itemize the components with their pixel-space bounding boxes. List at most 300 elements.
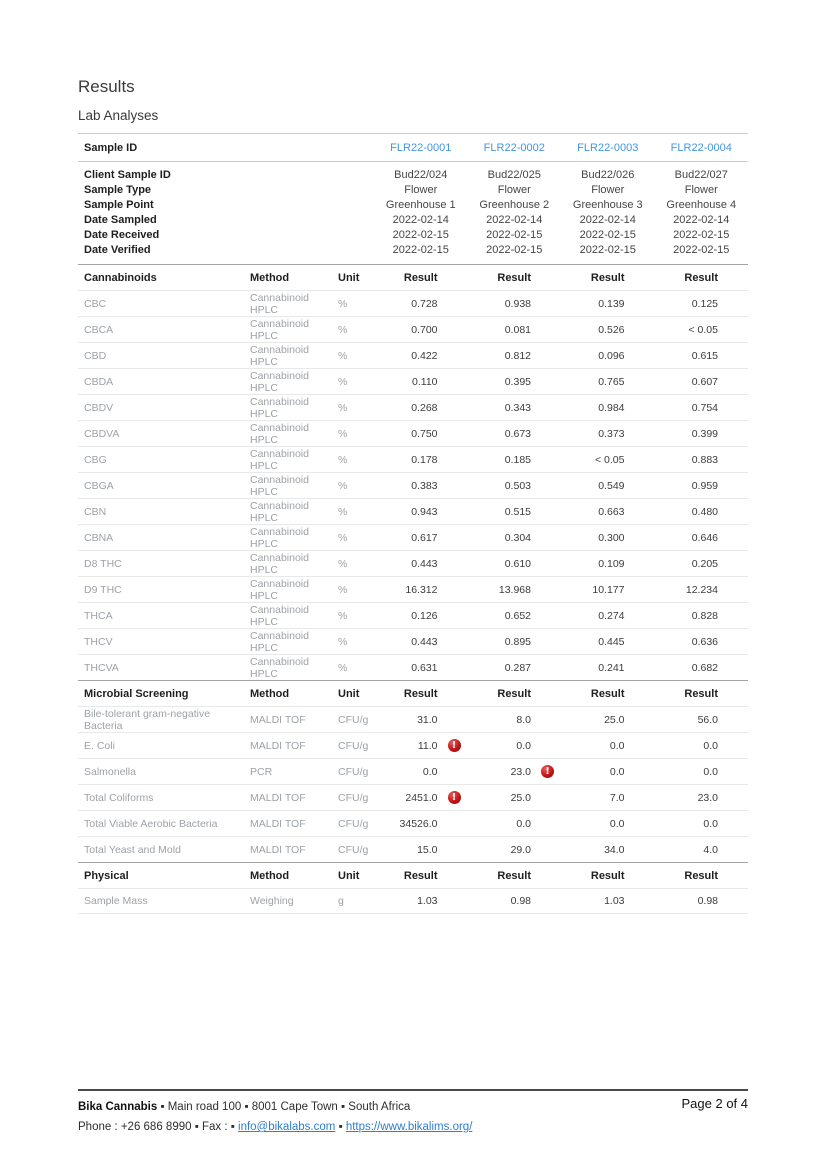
result-value: 0.631 [411, 661, 438, 674]
analyte-name: CBGA [84, 479, 114, 492]
result-value: < 0.05 [688, 323, 718, 336]
analysis-row [78, 342, 748, 368]
analysis-method: MALDI TOF [250, 791, 306, 804]
sample-id-links [374, 142, 748, 154]
result-value: 0.895 [504, 635, 531, 648]
result-cell [561, 402, 655, 414]
footer-rule [78, 1089, 748, 1091]
field-value: 2022-02-15 [486, 229, 543, 241]
result-value: 0.503 [504, 479, 531, 492]
result-cell [374, 766, 468, 778]
result-value: 0.636 [691, 635, 718, 648]
result-cell [374, 428, 468, 440]
sample-id-link[interactable]: FLR22-0001 [390, 141, 452, 154]
result-cell [468, 792, 562, 804]
result-value: 0.0 [703, 817, 718, 830]
analyte-name: CBDV [84, 401, 114, 414]
result-cell [374, 350, 468, 362]
result-value: 0.938 [504, 297, 531, 310]
result-cell [655, 714, 749, 726]
result-value: 10.177 [592, 583, 625, 596]
result-cell [655, 818, 749, 830]
result-cell [374, 480, 468, 492]
analysis-row [78, 602, 748, 628]
sample-info-row [78, 228, 748, 243]
field-value: Greenhouse 3 [572, 199, 643, 211]
result-value: 0.98 [697, 895, 718, 907]
field-value: 2022-02-14 [486, 214, 543, 226]
result-cell [468, 895, 562, 907]
analysis-method: PCR [250, 765, 273, 778]
section-subtitle: Lab Analyses [78, 108, 159, 123]
result-cell [374, 610, 468, 622]
analysis-row [78, 524, 748, 550]
result-value: 0.081 [504, 323, 531, 336]
result-cell [561, 558, 655, 570]
field-value: 2022-02-15 [579, 244, 636, 256]
analysis-method: Cannabinoid HPLC [250, 317, 309, 342]
analysis-row [78, 732, 748, 758]
result-cell [374, 532, 468, 544]
result-value: 0.610 [504, 557, 531, 570]
analysis-method: Cannabinoid HPLC [250, 291, 309, 316]
field-value: 2022-02-14 [673, 214, 730, 226]
result-cell [561, 766, 655, 778]
result-column-header: Result [403, 271, 438, 284]
analysis-method: Cannabinoid HPLC [250, 655, 309, 680]
analysis-row [78, 498, 748, 524]
analysis-row [78, 654, 748, 680]
result-value: 0.241 [598, 661, 625, 674]
result-cell [374, 740, 468, 752]
analysis-row [78, 758, 748, 784]
sample-id-link[interactable]: FLR22-0004 [670, 141, 732, 154]
analysis-row [78, 550, 748, 576]
result-column-header: Result [684, 869, 718, 882]
result-column-header: Result [590, 869, 625, 882]
result-value: 0.959 [691, 479, 718, 492]
result-cell [655, 740, 749, 752]
field-value: Bud22/026 [581, 169, 635, 181]
report-content [78, 78, 748, 914]
result-cell [561, 895, 655, 907]
result-value: 0.549 [598, 479, 625, 492]
result-cell [655, 298, 749, 310]
analysis-unit: % [338, 297, 348, 310]
analysis-method: Cannabinoid HPLC [250, 369, 309, 394]
result-cell [374, 402, 468, 414]
result-cell [561, 714, 655, 726]
footer-address-line [78, 1100, 748, 1114]
field-label: Client Sample ID [84, 169, 171, 181]
analyte-name: E. Coli [84, 739, 115, 752]
result-cell [374, 506, 468, 518]
field-label: Date Sampled [84, 214, 157, 226]
analysis-unit: % [338, 635, 348, 648]
result-cell [655, 662, 749, 674]
result-value: 25.0 [510, 791, 531, 804]
result-cell [561, 350, 655, 362]
analysis-section [78, 680, 748, 862]
result-value: 0.480 [691, 505, 718, 518]
result-value: 0.126 [411, 609, 438, 622]
sample-id-row [78, 134, 748, 162]
result-cell [468, 844, 562, 856]
analyte-name: CBDA [84, 375, 114, 388]
sample-info-row [78, 243, 748, 258]
result-value: 0.096 [598, 349, 625, 362]
result-column-header: Result [403, 687, 438, 700]
analysis-unit: CFU/g [338, 713, 369, 726]
analysis-method: Cannabinoid HPLC [250, 473, 309, 498]
analysis-unit: % [338, 661, 348, 674]
analyte-name: THCVA [84, 661, 119, 674]
analysis-unit: % [338, 349, 348, 362]
result-value: 0.383 [411, 479, 438, 492]
result-value: 8.0 [516, 713, 531, 726]
analysis-unit: % [338, 505, 348, 518]
email-link[interactable]: info@bikalabs.com [238, 1121, 336, 1133]
analysis-row [78, 394, 748, 420]
result-value: 31.0 [417, 713, 438, 726]
analysis-sections [78, 264, 748, 914]
field-value: 2022-02-15 [392, 229, 449, 241]
field-value: 2022-02-15 [392, 244, 449, 256]
result-cell [655, 558, 749, 570]
result-cell [561, 298, 655, 310]
result-cell [374, 376, 468, 388]
analyte-name: D9 THC [84, 583, 122, 596]
result-cell [468, 636, 562, 648]
result-cell [374, 324, 468, 336]
result-value: 0.274 [598, 609, 625, 622]
result-value: 23.0 [697, 791, 718, 804]
result-value: 0.287 [504, 661, 531, 674]
result-value: 0.883 [691, 453, 718, 466]
analysis-row [78, 576, 748, 602]
result-cell [468, 298, 562, 310]
analysis-unit: g [338, 895, 344, 907]
analyte-name: CBNA [84, 531, 114, 544]
result-value: 0.300 [598, 531, 625, 544]
result-cell [468, 714, 562, 726]
result-value: 0.754 [691, 401, 718, 414]
analysis-unit: % [338, 583, 348, 596]
analysis-method: MALDI TOF [250, 843, 306, 856]
result-value: 0.304 [504, 531, 531, 544]
result-value: 0.0 [422, 765, 438, 778]
result-value: 0.443 [411, 635, 438, 648]
bullet-separator: ▪ [338, 1121, 343, 1133]
result-cell [655, 584, 749, 596]
field-value: 2022-02-15 [673, 244, 730, 256]
analysis-unit: CFU/g [338, 765, 369, 778]
sample-info-row [78, 198, 748, 213]
result-column-header: Result [497, 687, 531, 700]
result-cell [655, 792, 749, 804]
analysis-method: Weighing [250, 895, 294, 907]
analysis-row [78, 888, 748, 914]
result-cell [561, 480, 655, 492]
result-value: 2451.0 [405, 791, 438, 804]
result-value: 0.812 [504, 349, 531, 362]
sample-id-link[interactable]: FLR22-0002 [483, 141, 545, 154]
result-cell [561, 584, 655, 596]
footer-contact-line [78, 1120, 748, 1134]
result-cell [468, 402, 562, 414]
field-value: Bud22/024 [394, 169, 448, 181]
analyte-name: Bile-tolerant gram-negative Bacteria [84, 707, 211, 732]
analyte-name: Total Viable Aerobic Bacteria [84, 817, 218, 830]
analysis-row [78, 628, 748, 654]
sample-info-row [78, 168, 748, 183]
result-value: 1.03 [417, 895, 438, 907]
result-column-header: Result [497, 869, 531, 882]
analysis-unit: CFU/g [338, 817, 369, 830]
sample-id-label: Sample ID [84, 141, 138, 154]
result-cell [655, 844, 749, 856]
section-header-row [78, 264, 748, 290]
unit-column-header: Unit [338, 271, 360, 284]
result-cell [374, 844, 468, 856]
result-value: 0.943 [411, 505, 438, 518]
result-value: 0.700 [411, 323, 438, 336]
website-link[interactable]: https://www.bikalims.org/ [345, 1121, 473, 1133]
field-value: Greenhouse 2 [479, 199, 550, 211]
result-value: 0.268 [411, 401, 438, 414]
field-label: Date Verified [84, 244, 151, 256]
result-value: 0.373 [598, 427, 625, 440]
sample-info-table [78, 133, 748, 258]
analysis-unit: % [338, 531, 348, 544]
field-value: Flower [497, 184, 531, 196]
result-value: 0.652 [504, 609, 531, 622]
result-value: 0.617 [411, 531, 438, 544]
method-column-header: Method [250, 271, 290, 284]
result-value: 29.0 [510, 843, 531, 856]
field-value: 2022-02-15 [673, 229, 730, 241]
result-cell [468, 662, 562, 674]
analysis-method: Cannabinoid HPLC [250, 447, 309, 472]
result-cell [374, 714, 468, 726]
result-cell [655, 636, 749, 648]
result-value: 0.399 [691, 427, 718, 440]
method-column-header: Method [250, 869, 290, 882]
lab-name: Bika Cannabis [78, 1101, 158, 1113]
result-cell [468, 428, 562, 440]
result-cell [374, 792, 468, 804]
analysis-unit: % [338, 427, 348, 440]
field-value: 2022-02-14 [392, 214, 449, 226]
analyte-name: CBC [84, 297, 107, 310]
result-cell [468, 558, 562, 570]
out-of-range-icon: ! [448, 791, 461, 804]
result-cell [561, 844, 655, 856]
analysis-method: Cannabinoid HPLC [250, 499, 309, 524]
analyte-name: Salmonella [84, 765, 136, 778]
result-cell [561, 636, 655, 648]
result-cell [468, 532, 562, 544]
field-value: 2022-02-15 [486, 244, 543, 256]
page-title: Results [78, 77, 135, 96]
result-value: 0.682 [691, 661, 718, 674]
analysis-method: Cannabinoid HPLC [250, 629, 309, 654]
result-value: 0.110 [412, 375, 438, 388]
analysis-method: MALDI TOF [250, 817, 306, 830]
analysis-method: MALDI TOF [250, 739, 306, 752]
analysis-row [78, 446, 748, 472]
result-column-header: Result [497, 271, 531, 284]
field-value: Greenhouse 4 [666, 199, 737, 211]
result-value: 0.109 [598, 557, 625, 570]
result-value: 0.673 [504, 427, 531, 440]
result-value: 0.750 [411, 427, 438, 440]
result-value: 4.0 [703, 843, 718, 856]
sample-id-link[interactable]: FLR22-0003 [577, 141, 639, 154]
field-value: Flower [404, 184, 438, 196]
analysis-method: Cannabinoid HPLC [250, 343, 309, 368]
section-name: Cannabinoids [84, 271, 157, 284]
field-value: Flower [684, 184, 718, 196]
page-number: Page 2 of 4 [681, 1096, 748, 1111]
analysis-unit: % [338, 323, 348, 336]
result-column-header: Result [684, 687, 718, 700]
field-value: 2022-02-14 [579, 214, 636, 226]
result-value: 0.515 [504, 505, 531, 518]
result-cell [374, 454, 468, 466]
field-label: Sample Point [84, 199, 154, 211]
analysis-method: Cannabinoid HPLC [250, 525, 309, 550]
analysis-row [78, 706, 748, 732]
field-label: Sample Type [84, 184, 152, 196]
result-cell [561, 792, 655, 804]
method-column-header: Method [250, 687, 290, 700]
result-value: 34.0 [604, 843, 625, 856]
result-column-header: Result [590, 271, 625, 284]
analysis-unit: % [338, 479, 348, 492]
result-value: 0.765 [598, 375, 625, 388]
result-value: 0.615 [691, 349, 718, 362]
field-label: Date Received [84, 229, 160, 241]
result-cell [374, 818, 468, 830]
result-value: 23.0 [510, 765, 531, 778]
result-cell [374, 584, 468, 596]
analyte-name: CBD [84, 349, 107, 362]
result-value: 0.178 [411, 453, 438, 466]
result-cell [561, 740, 655, 752]
result-value: 7.0 [609, 791, 625, 804]
result-value: 0.139 [598, 297, 625, 310]
result-value: 0.125 [691, 297, 718, 310]
result-cell [561, 324, 655, 336]
result-value: 0.445 [598, 635, 625, 648]
field-value: Bud22/025 [487, 169, 541, 181]
result-cell [468, 480, 562, 492]
analysis-unit: % [338, 557, 348, 570]
result-cell [468, 506, 562, 518]
result-value: 0.0 [703, 739, 718, 752]
section-header-row [78, 862, 748, 888]
result-value: 11.0 [417, 739, 438, 752]
result-cell [655, 324, 749, 336]
analysis-unit: % [338, 375, 348, 388]
result-value: 13.968 [498, 583, 531, 596]
report-footer [78, 1089, 748, 1134]
result-value: 25.0 [604, 713, 625, 726]
analysis-unit: % [338, 401, 348, 414]
analysis-row [78, 316, 748, 342]
result-cell [655, 610, 749, 622]
lab-address: ▪ Main road 100 ▪ 8001 Cape Town ▪ South Africa [160, 1101, 411, 1113]
result-cell [655, 454, 749, 466]
result-value: 0.98 [510, 895, 531, 907]
phone-fax-text: Phone : +26 686 8990 ▪ Fax : ▪ [78, 1121, 235, 1133]
result-cell [561, 506, 655, 518]
analysis-method: Cannabinoid HPLC [250, 577, 309, 602]
analysis-unit: CFU/g [338, 739, 369, 752]
result-cell [468, 766, 562, 778]
analysis-method: MALDI TOF [250, 713, 306, 726]
analysis-method: Cannabinoid HPLC [250, 395, 309, 420]
result-column-header: Result [590, 687, 625, 700]
unit-column-header: Unit [338, 687, 360, 700]
analysis-method: Cannabinoid HPLC [250, 421, 309, 446]
result-cell [468, 324, 562, 336]
result-value: 0.646 [691, 531, 718, 544]
result-cell [468, 610, 562, 622]
result-cell [561, 532, 655, 544]
result-value: 0.0 [609, 765, 625, 778]
result-value: 0.443 [411, 557, 438, 570]
sample-info-rows [78, 162, 748, 258]
result-value: 0.0 [609, 817, 625, 830]
field-value: Flower [591, 184, 625, 196]
analyte-name: CBCA [84, 323, 114, 336]
analysis-row [78, 784, 748, 810]
out-of-range-icon: ! [448, 739, 461, 752]
result-value: 0.0 [516, 739, 531, 752]
result-cell [655, 428, 749, 440]
result-cell [655, 532, 749, 544]
analyte-name: D8 THC [84, 557, 122, 570]
result-cell [374, 662, 468, 674]
result-cell [655, 350, 749, 362]
analysis-row [78, 810, 748, 836]
result-value: 0.0 [516, 817, 531, 830]
result-cell [468, 818, 562, 830]
result-cell [655, 376, 749, 388]
result-cell [374, 298, 468, 310]
analysis-row [78, 368, 748, 394]
analysis-section [78, 862, 748, 914]
field-value: Bud22/027 [674, 169, 728, 181]
analysis-unit: % [338, 609, 348, 622]
analyte-name: THCV [84, 635, 113, 648]
sample-info-row [78, 183, 748, 198]
analysis-row [78, 836, 748, 862]
result-cell [468, 584, 562, 596]
analysis-section [78, 264, 748, 680]
section-name: Microbial Screening [84, 687, 189, 700]
result-value: 0.526 [598, 323, 625, 336]
result-cell [561, 454, 655, 466]
result-value: 0.0 [703, 765, 718, 778]
result-column-header: Result [684, 271, 718, 284]
analyte-name: CBDVA [84, 427, 120, 440]
analyte-name: CBG [84, 453, 107, 466]
analyte-name: THCA [84, 609, 113, 622]
analysis-unit: CFU/g [338, 791, 369, 804]
